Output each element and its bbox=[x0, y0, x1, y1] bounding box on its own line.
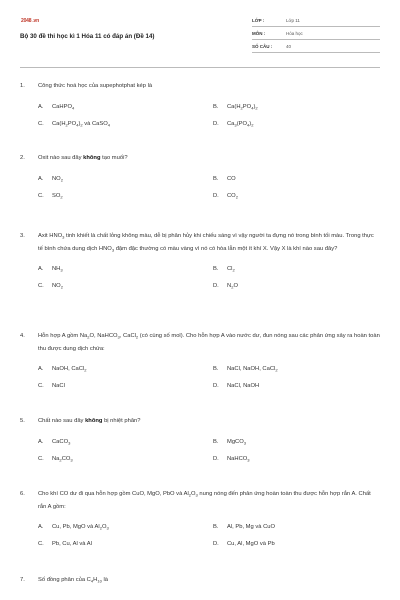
answer-option-c[interactable] bbox=[38, 191, 63, 201]
option-text: $SO_2$ bbox=[52, 192, 63, 199]
question-text: Oxit nào sau đây không tạo muối? bbox=[38, 155, 128, 161]
option-letter: D. bbox=[213, 541, 219, 547]
answer-option-d[interactable] bbox=[213, 454, 250, 464]
option-letter: D. bbox=[213, 283, 219, 289]
option-letter: A. bbox=[38, 524, 44, 530]
meta-value: 40 bbox=[286, 43, 292, 49]
option-letter: A. bbox=[38, 366, 44, 372]
meta-key: SỐ CÂU : bbox=[252, 43, 273, 49]
meta-row bbox=[252, 14, 380, 27]
option-text: Cu, Pb, MgO và $Al_2O_3$ bbox=[52, 524, 109, 531]
option-text: CaHPO$_4$ bbox=[52, 103, 75, 110]
meta-row bbox=[252, 40, 380, 53]
answer-option-a[interactable] bbox=[38, 102, 74, 112]
option-text: $NO_2$ bbox=[52, 283, 63, 290]
option-text: NaCl, NaOH bbox=[227, 383, 260, 389]
answer-option-d[interactable] bbox=[213, 119, 253, 129]
option-letter: A. bbox=[38, 438, 44, 445]
answer-option-a[interactable] bbox=[38, 174, 63, 184]
answer-options bbox=[38, 102, 380, 128]
meta-value: Lớp 11 bbox=[286, 17, 300, 23]
option-letter: B. bbox=[213, 175, 219, 182]
option-text: $CO_2$ bbox=[227, 192, 238, 199]
meta-key: LỚP : bbox=[252, 17, 265, 23]
option-text: $Ca_3(PO_4)_2$ bbox=[227, 120, 254, 127]
question-header bbox=[20, 230, 380, 255]
option-text: $Ca(H_2PO_4)_2$ và CaSO$_4$ bbox=[52, 120, 111, 127]
question-header bbox=[20, 574, 380, 587]
question-header bbox=[20, 488, 380, 513]
question-header bbox=[20, 330, 380, 355]
option-text: CaCO$_3$ bbox=[52, 438, 71, 445]
option-text: Al, Pb, Mg và CuO bbox=[227, 524, 276, 530]
answer-option-d[interactable] bbox=[213, 539, 275, 549]
option-text: $Cl_2$ bbox=[227, 266, 235, 273]
answer-option-c[interactable] bbox=[38, 381, 65, 391]
answer-option-c[interactable] bbox=[38, 281, 63, 291]
answer-option-a[interactable] bbox=[38, 264, 63, 274]
answer-option-b[interactable] bbox=[213, 174, 236, 184]
question-5 bbox=[20, 415, 380, 463]
question-text: Công thức hoá học của supephotphat kép là bbox=[38, 83, 153, 89]
option-text: $NH_3$ bbox=[52, 266, 63, 273]
answer-option-d[interactable] bbox=[213, 191, 238, 201]
question-header bbox=[20, 80, 380, 93]
question-3 bbox=[20, 230, 380, 290]
header-divider bbox=[20, 67, 380, 68]
answer-options bbox=[38, 264, 380, 290]
question-6 bbox=[20, 488, 380, 548]
answer-option-d[interactable] bbox=[213, 281, 238, 291]
option-letter: C. bbox=[38, 120, 44, 127]
option-text: NaHCO$_3$ bbox=[227, 455, 250, 462]
answer-option-b[interactable] bbox=[213, 102, 258, 112]
question-number: 3. bbox=[20, 233, 25, 239]
option-letter: C. bbox=[38, 383, 44, 389]
option-text: NaOH, CaCl$_2$ bbox=[52, 366, 87, 373]
option-letter: C. bbox=[38, 541, 44, 547]
option-letter: D. bbox=[213, 383, 219, 389]
option-text: Cu, Al, MgO và Pb bbox=[227, 541, 275, 547]
question-number: 2. bbox=[20, 155, 25, 161]
question-text: Axit $HNO_3$ tinh khiết là chất lỏng không màu, dễ bị phân hủy khi chiếu sáng vì vậy người ta đựng nó trong bình tối màu. Trong thực tế bình chứa dung dịch $HNO_3$ đậm đặc thường có màu vàng vì nó có hòa lẫn một ít khí X. Vậy X là khí nào sau đây? bbox=[38, 233, 374, 252]
answer-option-c[interactable] bbox=[38, 119, 110, 129]
question-header bbox=[20, 415, 380, 428]
option-letter: D. bbox=[213, 455, 219, 462]
option-text: Pb, Cu, Al và Al bbox=[52, 541, 92, 547]
option-letter: D. bbox=[213, 120, 219, 127]
option-letter: B. bbox=[213, 366, 219, 372]
option-letter: B. bbox=[213, 438, 219, 445]
page-title: Bộ 30 đề thi học kì 1 Hóa 11 có đáp án (Đề 14) bbox=[20, 33, 155, 40]
answer-option-d[interactable] bbox=[213, 381, 259, 391]
logo-suffix: .vn bbox=[32, 18, 39, 24]
question-2 bbox=[20, 152, 380, 200]
question-number: 5. bbox=[20, 418, 25, 424]
meta-value: Hóa học bbox=[286, 30, 303, 36]
answer-options bbox=[38, 522, 380, 548]
option-text: $Ca(H_2PO_4)_2$ bbox=[227, 103, 258, 110]
logo-text: 2048 bbox=[21, 18, 32, 24]
option-letter: B. bbox=[213, 103, 219, 110]
question-text: Hỗn hợp A gồm $Na_2O$, NaHCO$_3$, CaCl$_2$ (có cùng số mol). Cho hỗn hợp A vào nước dư, đun nóng sau các phản ứng xảy ra hoàn toàn thu được dung dịch chứa: bbox=[38, 333, 380, 352]
answer-option-a[interactable] bbox=[38, 364, 86, 374]
question-text: Cho khí CO dư đi qua hỗn hợp gồm CuO, MgO, PbO và $Al_2O_3$ nung nóng đến phản ứng hoàn toàn thu được hỗn hợp rắn A. Chất rắn A gồm: bbox=[38, 491, 371, 510]
meta-table bbox=[252, 14, 380, 53]
option-letter: A. bbox=[38, 266, 44, 272]
answer-option-c[interactable] bbox=[38, 539, 92, 549]
option-letter: A. bbox=[38, 103, 44, 110]
meta-key: MÔN : bbox=[252, 30, 266, 36]
answer-option-b[interactable] bbox=[213, 437, 246, 447]
question-number: 7. bbox=[20, 577, 25, 583]
question-4 bbox=[20, 330, 380, 390]
question-1 bbox=[20, 80, 380, 128]
answer-options bbox=[38, 437, 380, 463]
logo[interactable] bbox=[20, 18, 39, 29]
answer-option-b[interactable] bbox=[213, 264, 235, 274]
option-text: NaCl, NaOH, CaCl$_2$ bbox=[227, 366, 278, 373]
option-letter: C. bbox=[38, 192, 44, 199]
option-letter: D. bbox=[213, 192, 219, 199]
answer-option-b[interactable] bbox=[213, 522, 275, 532]
option-letter: A. bbox=[38, 175, 44, 182]
option-letter: B. bbox=[213, 266, 219, 272]
option-letter: C. bbox=[38, 455, 44, 462]
meta-row bbox=[252, 27, 380, 40]
question-text: Chất nào sau đây không bị nhiệt phân? bbox=[38, 418, 141, 424]
answer-options bbox=[38, 364, 380, 390]
answer-option-c[interactable] bbox=[38, 454, 73, 464]
answer-option-b[interactable] bbox=[213, 364, 278, 374]
answer-option-a[interactable] bbox=[38, 437, 70, 447]
option-text: $NO_2$ bbox=[52, 175, 63, 182]
option-text: $Na_2CO_3$ bbox=[52, 455, 73, 462]
question-number: 6. bbox=[20, 491, 25, 497]
question-header bbox=[20, 152, 380, 165]
option-letter: B. bbox=[213, 524, 219, 530]
option-text: MgCO$_3$ bbox=[227, 438, 247, 445]
option-text: CO bbox=[227, 175, 236, 182]
option-text: NaCl bbox=[52, 383, 65, 389]
question-number: 4. bbox=[20, 333, 25, 339]
option-letter: C. bbox=[38, 283, 44, 289]
answer-options bbox=[38, 174, 380, 200]
question-text: Số đồng phân của $C_4H_{10}$ là bbox=[38, 577, 108, 584]
question-number: 1. bbox=[20, 83, 25, 89]
question-7 bbox=[20, 574, 380, 587]
answer-option-a[interactable] bbox=[38, 522, 109, 532]
option-text: $N_2O$ bbox=[227, 283, 238, 290]
